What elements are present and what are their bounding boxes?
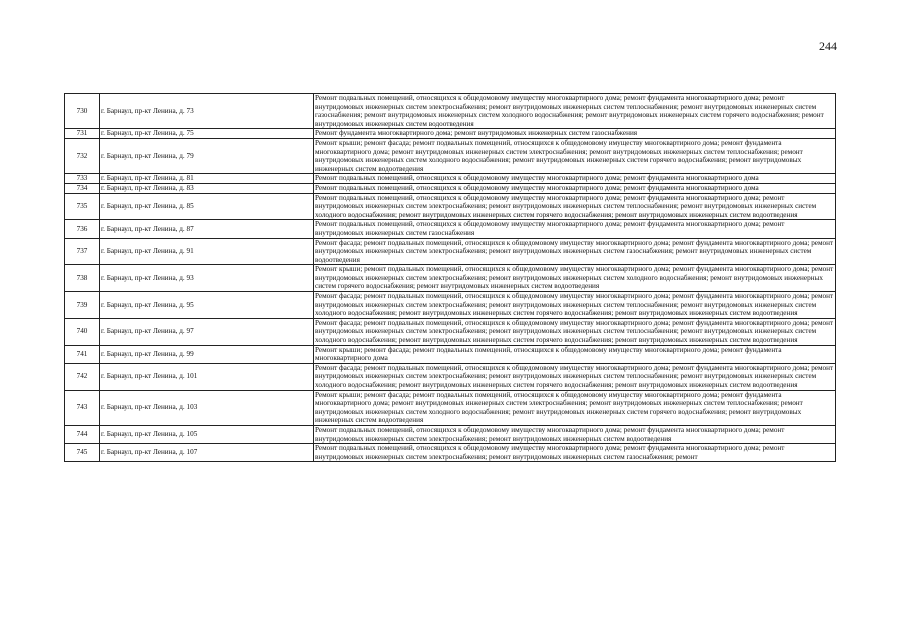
repair-works-cell: Ремонт крыши; ремонт фасада; ремонт подвальных помещений, относящихся к общедомовому имуществу многоквартирного дома; ремонт фундамента многоквартирного дома; ремонт внутридомовых инженерных систем электроснабжения; ремонт внутридомовых инженерных систем теплоснабжения; ремонт внутридомовых инженерных систем холодного водоснабжения; ремонт внутридомовых инженерных систем горячего водоснабжения; ремонт внутридомовых инженерных систем водоотведения [314, 138, 836, 173]
row-number-cell: 744 [65, 425, 100, 443]
address-cell: г. Барнаул, пр-кт Ленина, д. 97 [100, 318, 314, 345]
row-number-cell: 730 [65, 94, 100, 129]
repair-works-cell: Ремонт крыши; ремонт фасада; ремонт подвальных помещений, относящихся к общедомовому имуществу многоквартирного дома; ремонт фундамента многоквартирного дома; ремонт внутридомовых инженерных систем электроснабжения; ремонт внутридомовых инженерных систем теплоснабжения; ремонт внутридомовых инженерных систем холодного водоснабжения; ремонт внутридомовых инженерных систем горячего водоснабжения; ремонт внутридомовых инженерных систем водоотведения [314, 390, 836, 425]
repair-works-cell: Ремонт подвальных помещений, относящихся к общедомовому имуществу многоквартирного дома; ремонт фундамента многоквартирного дома; ремонт внутридомовых инженерных систем электроснабжения; ремонт внутридомовых инженерных систем газоснабжения; ремонт [314, 444, 836, 462]
table-row [65, 183, 836, 193]
row-number-cell: 742 [65, 363, 100, 390]
table-row [65, 363, 836, 390]
row-number-cell: 735 [65, 193, 100, 220]
repair-works-cell: Ремонт крыши; ремонт подвальных помещений, относящихся к общедомовому имуществу многоквартирного дома; ремонт фундамента многоквартирного дома; ремонт внутридомовых инженерных систем электроснабжения; ремонт внутридомовых инженерных систем холодного водоснабжения; ремонт внутридомовых инженерных систем горячего водоснабжения; ремонт внутридомовых инженерных систем водоотведения [314, 265, 836, 292]
repair-works-cell: Ремонт подвальных помещений, относящихся к общедомовому имуществу многоквартирного дома; ремонт фундамента многоквартирного дома [314, 174, 836, 184]
repair-works-cell: Ремонт подвальных помещений, относящихся к общедомовому имуществу многоквартирного дома; ремонт фундамента многоквартирного дома; ремонт внутридомовых инженерных систем электроснабжения; ремонт внутридомовых инженерных систем водоотведения [314, 425, 836, 443]
repair-works-cell: Ремонт фасада; ремонт подвальных помещений, относящихся к общедомовому имуществу многоквартирного дома; ремонт фундамента многоквартирного дома; ремонт внутридомовых инженерных систем электроснабжения; ремонт внутридомовых инженерных систем газоснабжения; ремонт внутридомовых инженерных систем водоотведения [314, 238, 836, 265]
row-number-cell: 734 [65, 183, 100, 193]
table-row [65, 390, 836, 425]
row-number-cell: 731 [65, 129, 100, 139]
row-number-cell: 745 [65, 444, 100, 462]
repair-works-cell: Ремонт подвальных помещений, относящихся к общедомовому имуществу многоквартирного дома; ремонт фундамента многоквартирного дома; ремонт внутридомовых инженерных систем электроснабжения; ремонт внутридомовых инженерных систем теплоснабжения; ремонт внутридомовых инженерных систем холодного водоснабжения; ремонт внутридомовых инженерных систем горячего водоснабжения; ремонт внутридомовых инженерных систем водоотведения [314, 193, 836, 220]
page-number: 244 [819, 39, 837, 53]
address-cell: г. Барнаул, пр-кт Ленина, д. 107 [100, 444, 314, 462]
row-number-cell: 741 [65, 345, 100, 363]
repair-works-cell: Ремонт фасада; ремонт подвальных помещений, относящихся к общедомовому имуществу многоквартирного дома; ремонт фундамента многоквартирного дома; ремонт внутридомовых инженерных систем электроснабжения; ремонт внутридомовых инженерных систем теплоснабжения; ремонт внутридомовых инженерных систем холодного водоснабжения; ремонт внутридомовых инженерных систем горячего водоснабжения; ремонт внутридомовых инженерных систем водоотведения [314, 318, 836, 345]
address-cell: г. Барнаул, пр-кт Ленина, д. 93 [100, 265, 314, 292]
repair-works-cell: Ремонт фасада; ремонт подвальных помещений, относящихся к общедомовому имуществу многоквартирного дома; ремонт фундамента многоквартирного дома; ремонт внутридомовых инженерных систем электроснабжения; ремонт внутридомовых инженерных систем теплоснабжения; ремонт внутридомовых инженерных систем холодного водоснабжения; ремонт внутридомовых инженерных систем горячего водоснабжения; ремонт внутридомовых инженерных систем водоотведения [314, 363, 836, 390]
repair-works-cell: Ремонт подвальных помещений, относящихся к общедомовому имуществу многоквартирного дома; ремонт фундамента многоквартирного дома [314, 183, 836, 193]
row-number-cell: 738 [65, 265, 100, 292]
address-cell: г. Барнаул, пр-кт Ленина, д. 73 [100, 94, 314, 129]
address-cell: г. Барнаул, пр-кт Ленина, д. 83 [100, 183, 314, 193]
address-cell: г. Барнаул, пр-кт Ленина, д. 91 [100, 238, 314, 265]
address-cell: г. Барнаул, пр-кт Ленина, д. 101 [100, 363, 314, 390]
table-row [65, 238, 836, 265]
repair-works-cell: Ремонт крыши; ремонт фасада; ремонт подвальных помещений, относящихся к общедомовому имуществу многоквартирного дома; ремонт фундамента многоквартирного дома [314, 345, 836, 363]
repair-works-cell: Ремонт фасада; ремонт подвальных помещений, относящихся к общедомовому имуществу многоквартирного дома; ремонт фундамента многоквартирного дома; ремонт внутридомовых инженерных систем электроснабжения; ремонт внутридомовых инженерных систем теплоснабжения; ремонт внутридомовых инженерных систем холодного водоснабжения; ремонт внутридомовых инженерных систем горячего водоснабжения; ремонт внутридомовых инженерных систем водоотведения [314, 292, 836, 319]
row-number-cell: 739 [65, 292, 100, 319]
row-number-cell: 743 [65, 390, 100, 425]
table-row [65, 94, 836, 129]
address-cell: г. Барнаул, пр-кт Ленина, д. 79 [100, 138, 314, 173]
table-row [65, 318, 836, 345]
row-number-cell: 733 [65, 174, 100, 184]
address-cell: г. Барнаул, пр-кт Ленина, д. 81 [100, 174, 314, 184]
table-row [65, 425, 836, 443]
table-row [65, 138, 836, 173]
table-row [65, 265, 836, 292]
registry-table [64, 93, 836, 462]
row-number-cell: 737 [65, 238, 100, 265]
address-cell: г. Барнаул, пр-кт Ленина, д. 87 [100, 220, 314, 238]
row-number-cell: 740 [65, 318, 100, 345]
table-row [65, 220, 836, 238]
table-row [65, 292, 836, 319]
table-row [65, 174, 836, 184]
repair-works-cell: Ремонт фундамента многоквартирного дома; ремонт внутридомовых инженерных систем газоснабжения [314, 129, 836, 139]
table-row [65, 345, 836, 363]
address-cell: г. Барнаул, пр-кт Ленина, д. 75 [100, 129, 314, 139]
repair-works-cell: Ремонт подвальных помещений, относящихся к общедомовому имуществу многоквартирного дома; ремонт фундамента многоквартирного дома; ремонт внутридомовых инженерных систем газоснабжения [314, 220, 836, 238]
address-cell: г. Барнаул, пр-кт Ленина, д. 95 [100, 292, 314, 319]
table-row [65, 193, 836, 220]
address-cell: г. Барнаул, пр-кт Ленина, д. 105 [100, 425, 314, 443]
row-number-cell: 736 [65, 220, 100, 238]
address-cell: г. Барнаул, пр-кт Ленина, д. 85 [100, 193, 314, 220]
table-row [65, 129, 836, 139]
repair-works-cell: Ремонт подвальных помещений, относящихся к общедомовому имуществу многоквартирного дома; ремонт фундамента многоквартирного дома; ремонт внутридомовых инженерных систем электроснабжения; ремонт внутридомовых инженерных систем теплоснабжения; ремонт внутридомовых инженерных систем газоснабжения; ремонт внутридомовых инженерных систем холодного водоснабжения; ремонт внутридомовых инженерных систем горячего водоснабжения; ремонт внутридомовых инженерных систем водоотведения [314, 94, 836, 129]
address-cell: г. Барнаул, пр-кт Ленина, д. 103 [100, 390, 314, 425]
table-row [65, 444, 836, 462]
registry-table-wrapper [64, 93, 836, 583]
registry-table-body [65, 94, 836, 462]
address-cell: г. Барнаул, пр-кт Ленина, д. 99 [100, 345, 314, 363]
row-number-cell: 732 [65, 138, 100, 173]
